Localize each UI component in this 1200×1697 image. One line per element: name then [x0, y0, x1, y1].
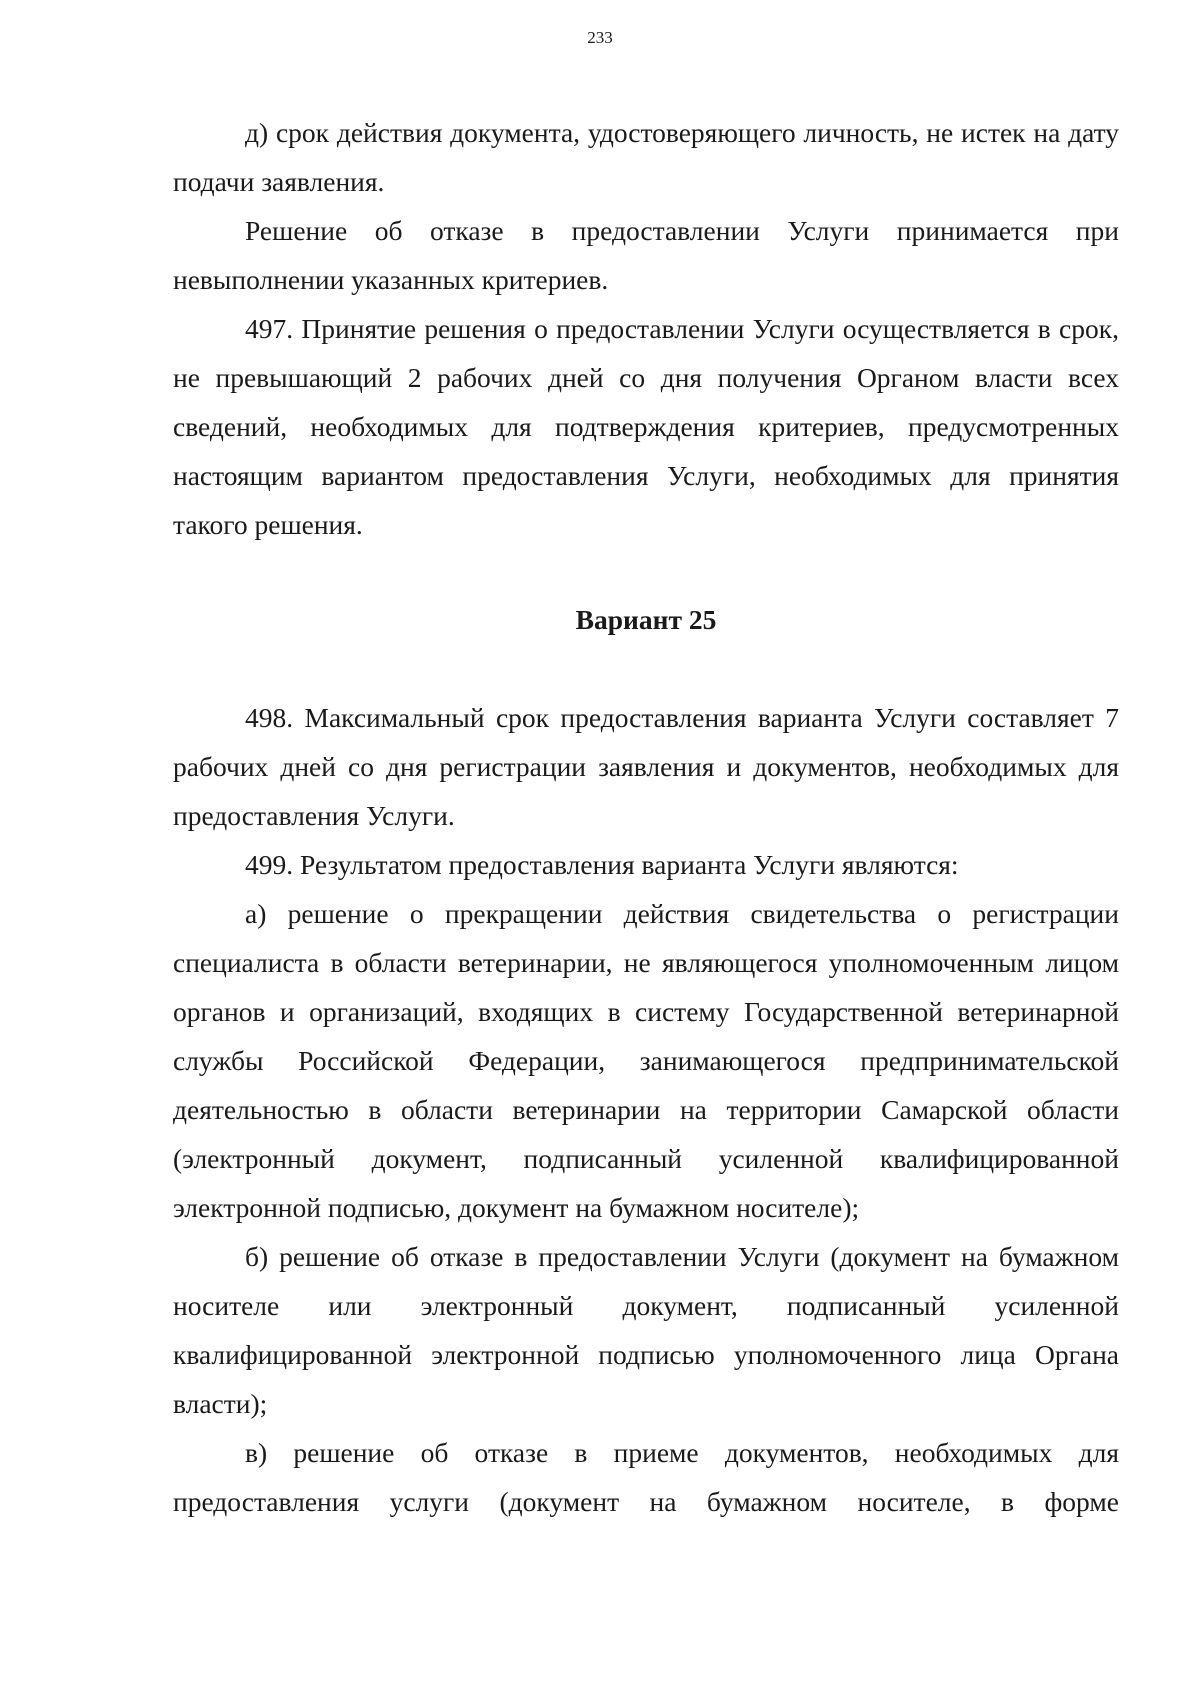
paragraph-b: б) решение об отказе в предоставлении Услуги (документ на бумажном носителе или электронный документ, подписанный усиленной квалифицированной электронной подписью уполномоченного лица Органа власти); — [173, 1241, 1119, 1419]
section-heading: Вариант 25 — [575, 604, 717, 635]
document-body — [173, 108, 1119, 1526]
paragraph-498: 498. Максимальный срок предоставления варианта Услуги составляет 7 рабочих дней со дня регистрации заявления и документов, необходимых для предоставления Услуги. — [173, 702, 1119, 831]
page-number: 233 — [587, 28, 613, 47]
spacer — [173, 644, 1119, 693]
paragraph-497: 497. Принятие решения о предоставлении Услуги осуществляется в срок, не превышающий 2 рабочих дней со дня получения Органом власти всех сведений, необходимых для подтверждения критериев, предусмотренных настоящим вариантом предоставления Услуги, необходимых для принятия такого решения. — [173, 313, 1119, 540]
paragraph-refusal-decision: Решение об отказе в предоставлении Услуги принимается при невыполнении указанных критериев. — [173, 215, 1119, 295]
spacer — [173, 549, 1119, 595]
paragraph-a: а) решение о прекращении действия свидетельства о регистрации специалиста в области ветеринарии, не являющегося уполномоченным лицом органов и организаций, входящих в систему Государственной ветеринарной службы Российской Федерации, занимающегося предпринимательской деятельностью в области ветеринарии на территории Самарской области (электронный документ, подписанный усиленной квалифицированной электронной подписью, документ на бумажном носителе); — [173, 898, 1119, 1223]
paragraph-d: д) срок действия документа, удостоверяющего личность, не истек на дату подачи заявления. — [173, 117, 1119, 197]
paragraph-499: 499. Результатом предоставления варианта Услуги являются: — [245, 849, 959, 880]
paragraph-v: в) решение об отказе в приеме документов, необходимых для предоставления услуги (документ на бумажном носителе, в форме — [173, 1437, 1119, 1517]
